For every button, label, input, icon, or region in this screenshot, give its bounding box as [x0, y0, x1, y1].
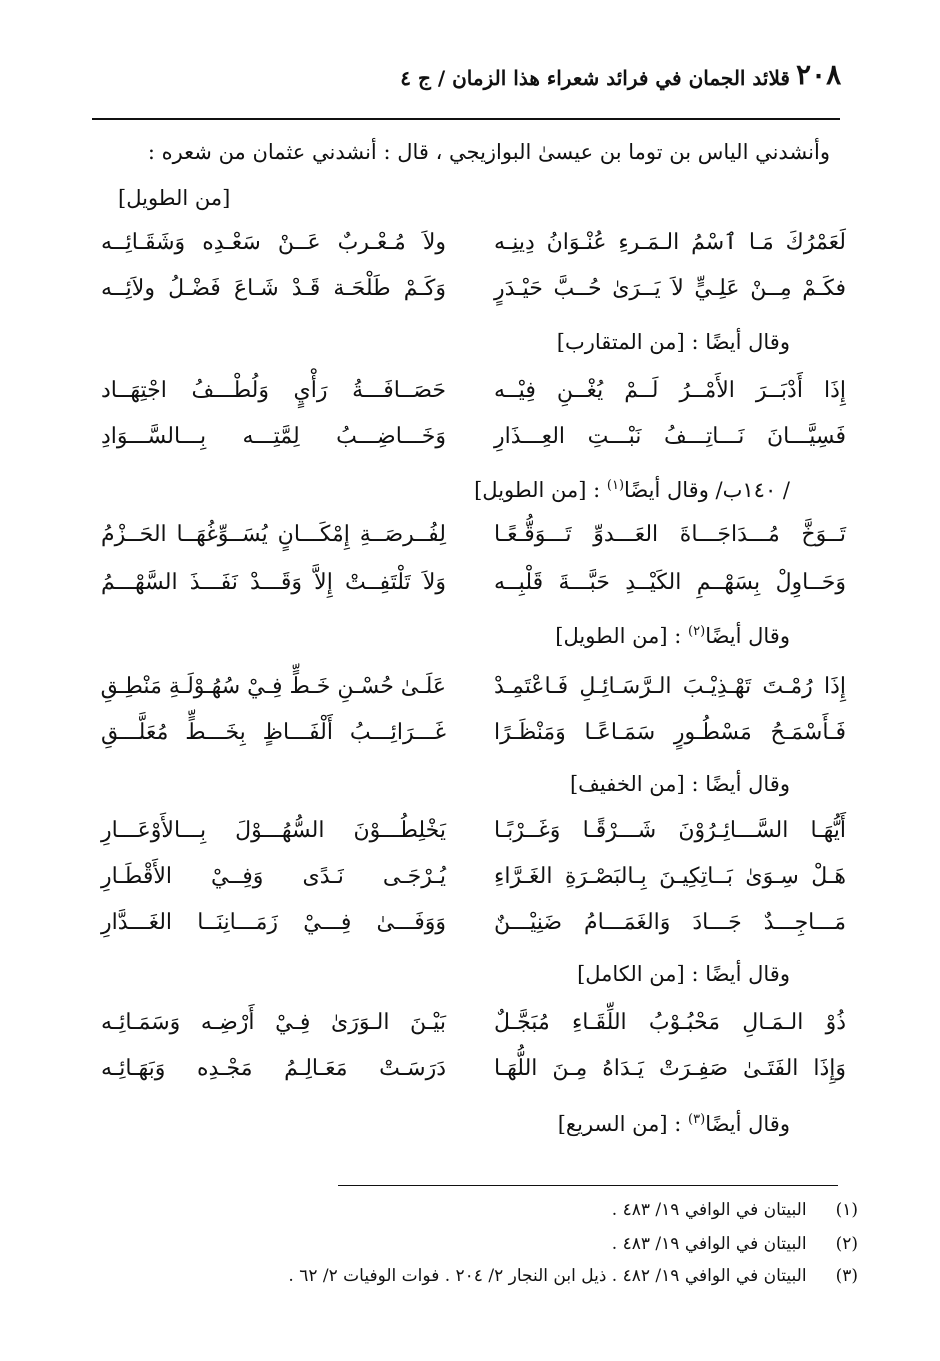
verse-hemistich: تَــوَخَّ مُـــدَاجَـــاةَ العَـــدوِّ تَـــوَقُّـعًـا [494, 522, 846, 547]
verse-hemistich: بَيْـنَ الـوَرَىٰ فِـيْ أَرْضِـه وَسَمَـائِـه [101, 1010, 446, 1035]
section-heading [577, 962, 790, 986]
verse-hemistich: يَخْلِطُـــوْنَ السُّهُـــوْلَ بِـــالأَوْعَـــارِ [101, 818, 446, 843]
verse-hemistich: أَيُّهَـا السَّـــائِـرُوْنَ شَـــرْقًـا وَغَــرْبًـا [494, 818, 846, 843]
meter-label: : [من السريع] [557, 1112, 682, 1136]
verse-hemistich: ولاَ مُـعْـربٌ عَــنْ سَعْـدِه وَشَقَـائِــه [101, 230, 446, 255]
meter-label: [من الكامل] [577, 962, 685, 986]
section-heading [555, 624, 790, 648]
verse-hemistich: وَلاَ تَلْتَفِــتْ إِلاَّ وَقَـــدْ نَفَـــذَ السَّهْـــمُ [101, 570, 446, 595]
footnote-text: البيتان في الوافي ١٩/ ٤٨٣ . [611, 1200, 807, 1220]
meter-label: [من المتقارب] [556, 330, 685, 354]
section-heading [558, 1112, 790, 1136]
intro-line: وأنشدني الياس بن توما بن عيسىٰ البوازيجي ، قال : أنشدني عثمان من شعره : [147, 140, 830, 164]
verse-hemistich: فكَـمْ مِــنْ عَلِـيٍّ لاَ يَــرَىٰ حُــبَّ حَيْـدَرٍ [494, 276, 846, 301]
footnote-number: (٣) [835, 1266, 858, 1286]
verse-hemistich: وَوَفَـــىٰ فِـــيْ زَمَـــانِنَــا الغَـــدَّارِ [101, 910, 446, 935]
footnote-text: البيتان في الوافي ١٩/ ٤٨٣ . [611, 1234, 807, 1254]
header-rule [92, 118, 840, 120]
footnote-number: (٢) [835, 1234, 858, 1254]
section-intro: وقال أيضًا : [691, 772, 790, 796]
footnote-ref: (١) [606, 478, 625, 493]
verse-hemistich: وَحَــاوِلْ بِسَهْــمِ الكَيْــدِ حَبَّـــةَ قَلْبِــه [494, 570, 846, 595]
section-heading [474, 478, 790, 502]
footnote-ref: (٣) [688, 1112, 706, 1127]
meter-label: [من الخفيف] [569, 772, 685, 796]
verse-hemistich: حَصَــافَـــةُ رَأْيٍ وَلُطْـــفُ اجْتِهَــاد [101, 378, 446, 403]
verse-hemistich: وَخَـــاضِـــبُ لِمَّتِـــه بِـــالسَّـــوَادِ [101, 424, 446, 449]
verse-hemistich: هَـلْ سِـوَىٰ بَــاتِكِيـنَ بِـالبَصْـرَةِ الغَـرَّاءِ [494, 864, 846, 889]
verse-hemistich: إِذَا رُمْـتَ تَهْـذِيْـبَ الـرَّسَـائِـلِ فَـاعْتَمِـدْ [494, 674, 846, 699]
footnote-number: (١) [835, 1200, 858, 1220]
footnote-text: البيتان في الوافي ١٩/ ٤٨٢ . ذيل ابن النجار ٢/ ٢٠٤ . فوات الوفيات ٢/ ٦٢ . [288, 1266, 807, 1286]
section-heading [570, 772, 790, 796]
footnote-rule [338, 1185, 838, 1186]
verse-hemistich: عَلَـىٰ حُسْـنِ خَـطٍّ فِـيْ سُهُـوْلَـةِ مَنْطِـقِ [100, 674, 446, 699]
page-number: ٢٠٨ [796, 58, 842, 91]
verse-hemistich: مَـــاجِـــدٌ جَـــادَ وَالغَمَـــامُ ضَنِيْـــنٌ [494, 910, 846, 935]
running-title: قلائد الجمان في فرائد شعراء هذا الزمان / ج ٤ [400, 66, 790, 90]
meter-label: [من الطويل] [118, 186, 231, 210]
verse-hemistich: إِذَا أَدْبَــرَ الأَمْــرُ لَــمْ يُغْــنِ فِيْــه [494, 378, 846, 403]
verse-hemistich: غَـــرَائِـــبُ أَلْفَـــاظٍ بِخَـــطٍّ مُعَلَّـــقِ [101, 720, 446, 745]
verse-hemistich: فَـأَسْمَـحُ مَسْطُـورٍ سَمَـاعًـا وَمَنْظَـرًا [494, 720, 846, 745]
verse-hemistich: لِفُــرصَــةِ إِمْكَـــانٍ يُسَــوِّغُهَــا الحَــزْمُ [101, 522, 446, 547]
meter-label: : [من الطويل] [555, 624, 682, 648]
verse-hemistich: يُـرْجَـى نَـدًى وَفِــيْ الأَقْطَـارِ [101, 864, 446, 889]
meter-label: : [من الطويل] [474, 478, 601, 502]
folio-marker: / ١٤٠ب/ [715, 478, 790, 502]
footnote [288, 1266, 858, 1286]
section-heading [557, 330, 790, 354]
footnote [612, 1200, 858, 1220]
section-intro: وقال أيضًا [624, 478, 709, 502]
verse-hemistich: دَرَسَـتْ مَعَـالِـمُ مَجْـدِه وَبَهَـائِـه [101, 1056, 446, 1081]
verse-hemistich: فَسِيَّـــانَ نَـــاتِـــفُ نَبْـــتِ العِـــذَارِ [494, 424, 846, 449]
verse-hemistich: وَكَـمْ طَلْحَـة قَـدْ شَـاعَ فَضْـلُ ولاَئِــه [101, 276, 446, 301]
verse-hemistich: ذُوْ الـمَـالِ مَحْبُـوْبُ اللِّقَـاءِ مُبَجَّـلٌ [494, 1010, 846, 1035]
section-intro: وقال أيضًا : [691, 962, 790, 986]
section-intro: وقال أيضًا : [691, 330, 790, 354]
verse-hemistich: وَإِذَا الفَتَـىٰ صَفِـرَتْ يَـدَاهُ مِـنَ اللُّهَـا [494, 1056, 846, 1081]
section-intro: وقال أيضًا [705, 624, 790, 648]
section-intro: وقال أيضًا [705, 1112, 790, 1136]
verse-hemistich: لَعَمْرُكَ مَـا ٱسْمُ الـمَـرءِ عُنْـوَانُ دِينِـه [494, 230, 846, 255]
footnote [612, 1234, 858, 1254]
footnote-ref: (٢) [688, 624, 706, 639]
